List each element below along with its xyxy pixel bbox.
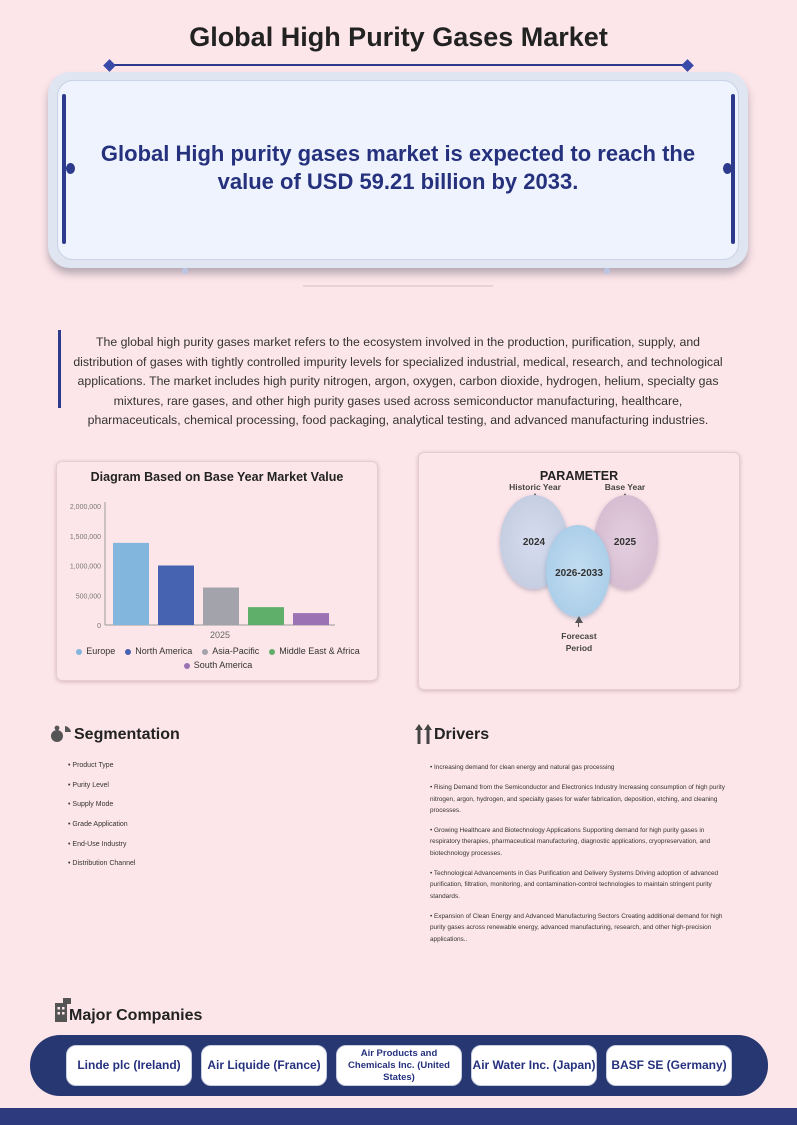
forecast-label bbox=[539, 630, 619, 654]
decor-dot bbox=[604, 268, 610, 274]
legend-label: North America bbox=[135, 646, 193, 656]
parameter-title: PARAMETER bbox=[539, 469, 619, 483]
companies-title: Major Companies bbox=[69, 1007, 203, 1024]
decor-dot bbox=[182, 268, 188, 274]
forecast-label-line1: Forecast bbox=[561, 631, 597, 641]
x-tick-label: 2025 bbox=[209, 630, 231, 640]
drivers-list bbox=[430, 762, 730, 954]
drivers-title: Drivers bbox=[434, 726, 490, 743]
legend-label: Europe bbox=[86, 646, 116, 656]
driver-item: • Increasing demand for clean energy and natural gas processing bbox=[430, 764, 615, 771]
decor-line bbox=[303, 285, 493, 287]
historic-year-label: Historic Year bbox=[509, 482, 561, 492]
segmentation-item: • Supply Mode bbox=[68, 801, 114, 809]
bar-europe bbox=[113, 543, 149, 625]
chart-card bbox=[56, 461, 378, 681]
bar-asia-pacific bbox=[203, 588, 239, 625]
base-year-label: Base Year bbox=[604, 482, 646, 492]
y-tick-label: 0 bbox=[97, 623, 101, 630]
footer-bar bbox=[0, 1108, 797, 1125]
description-accent-bar bbox=[58, 330, 61, 408]
y-tick-label: 1,000,000 bbox=[69, 563, 101, 571]
bar-middle-east-africa bbox=[248, 607, 284, 625]
company-card: Air Liquide (France) bbox=[201, 1045, 327, 1086]
company-card: BASF SE (Germany) bbox=[606, 1045, 732, 1086]
y-tick-label: 1,500,000 bbox=[69, 533, 101, 541]
segmentation-item: • Distribution Channel bbox=[68, 860, 136, 868]
market-description: The global high purity gases market refers to the ecosystem involved in the production, purification, supply, and distribution of gases with tightly controlled impurity levels for specialized industrial, medical, research, and technological applications. The market includes high purity nitrogen, argon, oxygen, carbon dioxide, hydrogen, helium, specialty gas mixtures, rare gases, and other high purity gases used across semiconductor manufacturing, healthcare, pharmaceuticals, chemical processing, food packaging, analytical testing, and advanced manufacturing industries. bbox=[73, 335, 723, 427]
historic-year-value: 2024 bbox=[522, 537, 546, 548]
bar-south-america bbox=[293, 613, 329, 625]
segmentation-title: Segmentation bbox=[74, 726, 180, 743]
segmentation-item: • Purity Level bbox=[68, 781, 109, 789]
diamond-icon bbox=[103, 59, 116, 72]
legend-dot-icon bbox=[202, 649, 208, 655]
title-divider bbox=[110, 64, 687, 66]
segmentation-list bbox=[68, 762, 368, 880]
legend-item bbox=[184, 658, 253, 672]
driver-item: • Growing Healthcare and Biotechnology Applications Supporting demand for high purity gases in respiratory therapies, pharmaceutical manufacturing, diagnostic applications, cryopreservation, and biotechnology processes. bbox=[430, 827, 711, 857]
banner-headline: Global High purity gases market is expected to reach the value of USD 59.21 billion by 2033. bbox=[100, 141, 696, 194]
chart-legend bbox=[63, 644, 373, 672]
chart-title: Diagram Based on Base Year Market Value bbox=[90, 470, 344, 484]
segmentation-item: • Grade Application bbox=[68, 821, 128, 829]
legend-label: Asia-Pacific bbox=[212, 646, 260, 656]
legend-dot-icon bbox=[76, 649, 82, 655]
legend-label: South America bbox=[193, 660, 253, 670]
base-year-value: 2025 bbox=[613, 537, 637, 548]
parameter-card bbox=[418, 452, 740, 690]
y-tick-label: 2,000,000 bbox=[69, 504, 101, 511]
driver-item: • Rising Demand from the Semiconductor and Electronics Industry Increasing consumption of high purity nitrogen, argon, hydrogen, and specialty gases for wafer fabrication, deposition, etching, and cleaning processes. bbox=[430, 784, 725, 814]
legend-item bbox=[76, 644, 115, 658]
driver-item: • Technological Advancements in Gas Purification and Delivery Systems Driving adoption of advanced purification, filtration, monitoring, and contamination-control technologies to maintain stringent purity standards. bbox=[430, 870, 719, 900]
pie-chart-icon bbox=[50, 723, 72, 745]
company-card: Air Water Inc. (Japan) bbox=[471, 1045, 597, 1086]
segmentation-item: • End-Use Industry bbox=[68, 840, 127, 848]
segmentation-item: • Product Type bbox=[68, 762, 114, 769]
forecast-period-value: 2026-2033 bbox=[555, 568, 603, 579]
legend-dot-icon bbox=[269, 649, 275, 655]
diamond-icon bbox=[681, 59, 694, 72]
driver-item: • Expansion of Clean Energy and Advanced Manufacturing Sectors Creating additional demand for high purity gases across renewable energy, advanced manufacturing, research, and other high-precision applications.. bbox=[430, 912, 723, 943]
legend-item bbox=[202, 644, 259, 658]
y-tick-label: 500,000 bbox=[75, 593, 101, 601]
legend-label: Middle East & Africa bbox=[279, 646, 360, 656]
bar-north-america bbox=[158, 566, 194, 626]
company-card: Air Products and Chemicals Inc. (United States) bbox=[336, 1045, 462, 1086]
legend-dot-icon bbox=[125, 649, 131, 655]
legend-item bbox=[125, 644, 192, 658]
arrow-up-icon bbox=[575, 616, 583, 623]
page-title: Global High Purity Gases Market bbox=[189, 22, 608, 52]
up-arrows-icon bbox=[414, 722, 434, 746]
forecast-label-line2: Period bbox=[565, 643, 593, 653]
legend-dot-icon bbox=[184, 663, 190, 669]
company-card: Linde plc (Ireland) bbox=[66, 1045, 192, 1086]
legend-item bbox=[269, 644, 360, 658]
